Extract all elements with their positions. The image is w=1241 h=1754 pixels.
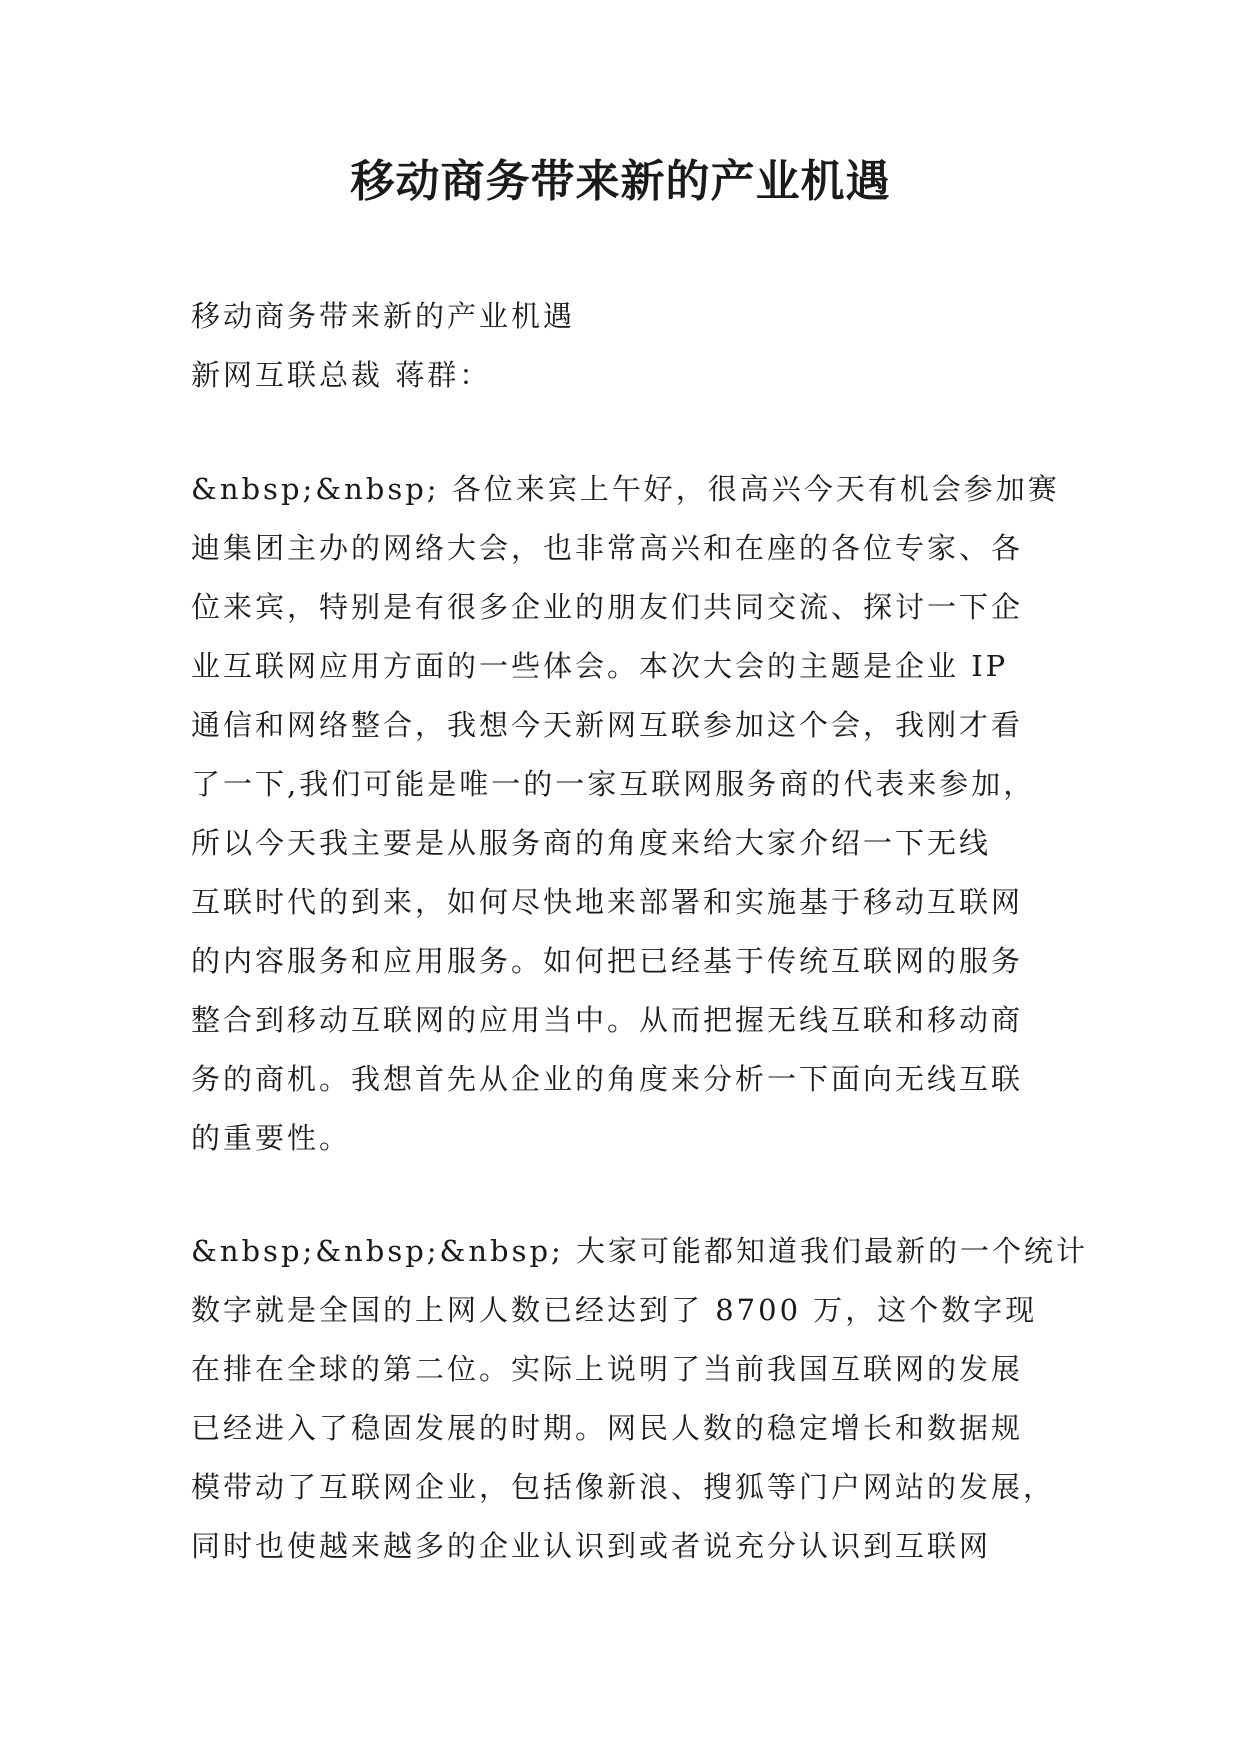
paragraph-line: 在排在全球的第二位。实际上说明了当前我国互联网的发展 (191, 1352, 1024, 1386)
paragraph-line: 数字就是全国的上网人数已经达到了 8700 万，这个数字现 (191, 1293, 1038, 1327)
document-title: 移动商务带来新的产业机遇 (350, 156, 891, 207)
paragraph-line: &nbsp;&nbsp; 各位来宾上午好，很高兴今天有机会参加赛 (191, 472, 1060, 506)
paragraph-line: 位来宾，特别是有很多企业的朋友们共同交流、探讨一下企 (191, 590, 1024, 624)
paragraph-line: 了一下,我们可能是唯一的一家互联网服务商的代表来参加， (191, 767, 1036, 801)
paragraph-line: 务的商机。我想首先从企业的角度来分析一下面向无线互联 (191, 1062, 1024, 1096)
paragraph-line: 已经进入了稳固发展的时期。网民人数的稳定增长和数据规 (191, 1411, 1024, 1445)
paragraph-line: 互联时代的到来，如何尽快地来部署和实施基于移动互联网 (191, 885, 1024, 919)
paragraph-line: 的重要性。 (191, 1121, 352, 1155)
document-header-block (191, 287, 1051, 405)
document-byline: 新网互联总裁 蒋群： (191, 358, 492, 392)
paragraph-line: 业互联网应用方面的一些体会。本次大会的主题是企业 IP (191, 649, 1009, 683)
paragraph-1 (191, 460, 1060, 1168)
paragraph-line: 所以今天我主要是从服务商的角度来给大家介绍一下无线 (191, 826, 992, 860)
paragraph-line: 整合到移动互联网的应用当中。从而把握无线互联和移动商 (191, 1003, 1024, 1037)
paragraph-line: 迪集团主办的网络大会，也非常高兴和在座的各位专家、各 (191, 531, 1024, 565)
paragraph-2 (191, 1222, 1089, 1576)
paragraph-line: 的内容服务和应用服务。如何把已经基于传统互联网的服务 (191, 944, 1024, 978)
paragraph-line: 同时也使越来越多的企业认识到或者说充分认识到互联网 (191, 1529, 992, 1563)
paragraph-line: 模带动了互联网企业，包括像新浪、搜狐等门户网站的发展， (191, 1470, 1056, 1504)
paragraph-line: 通信和网络整合，我想今天新网互联参加这个会，我刚才看 (191, 708, 1024, 742)
paragraph-line: &nbsp;&nbsp;&nbsp; 大家可能都知道我们最新的一个统计 (191, 1234, 1089, 1268)
document-subtitle: 移动商务带来新的产业机遇 (191, 299, 576, 333)
